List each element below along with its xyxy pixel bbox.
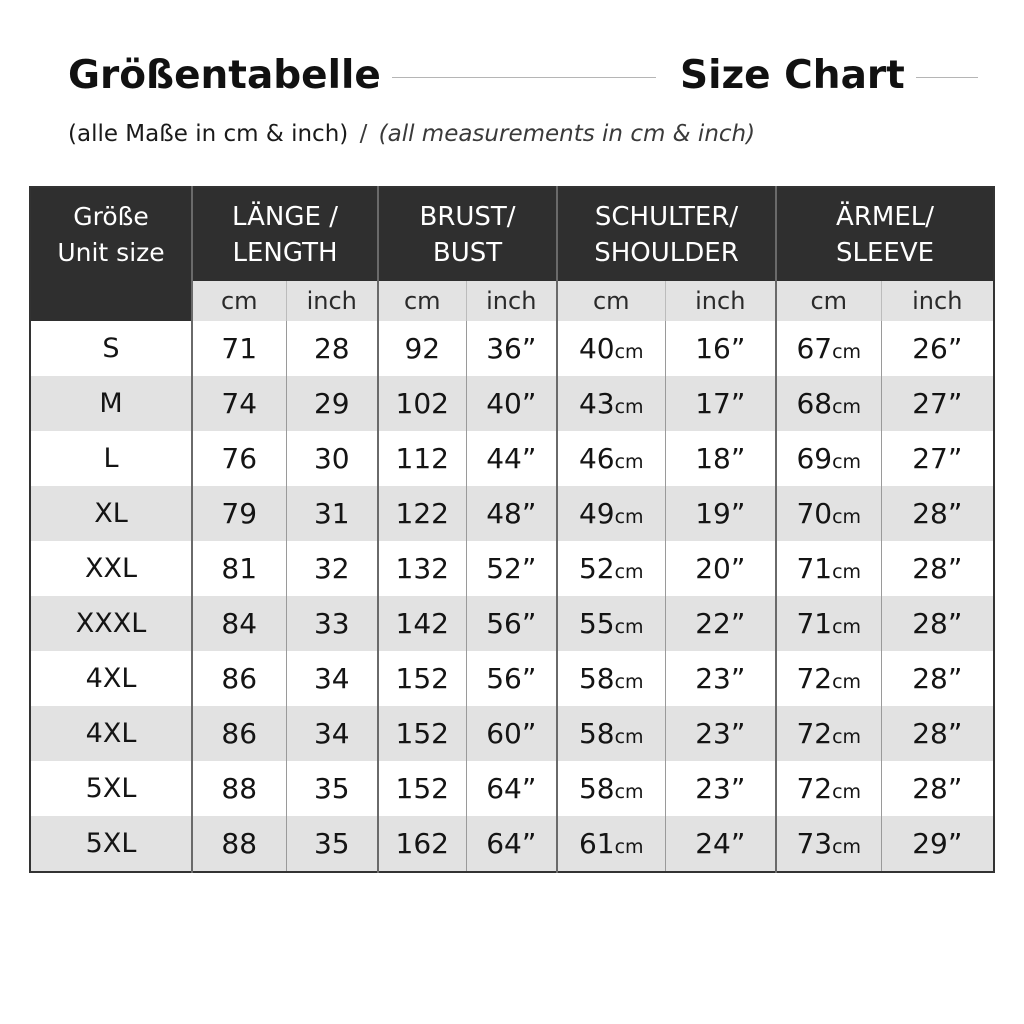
unit-header-length-cm: cm: [192, 281, 286, 321]
table-row: [30, 541, 994, 596]
table-row: [30, 706, 994, 761]
bust-cm-cell-value: 112: [395, 442, 449, 475]
size-cell: [30, 596, 192, 651]
size-cell: [30, 321, 192, 376]
bust-inch-cell-value: 40”: [486, 387, 537, 420]
shoulder-cm-cell: [557, 761, 665, 816]
sleeve-inch-cell-value: 28”: [912, 497, 963, 530]
size-cell-value: XXXL: [75, 608, 147, 639]
length-cm-cell-value: 76: [221, 442, 258, 475]
bust-cm-cell: [378, 816, 466, 872]
bust-cm-cell-value: 152: [395, 662, 449, 695]
bust-inch-cell: [466, 706, 557, 761]
table-row: [30, 651, 994, 706]
length-inch-cell-value: 35: [313, 772, 350, 805]
cm-unit-suffix: cm: [832, 396, 862, 418]
sleeve-cm-cell: [776, 651, 881, 706]
unit-header-shoulder-cm: cm: [557, 281, 665, 321]
sleeve-cm-cell-value: 71: [796, 607, 833, 640]
length-inch-cell-value: 31: [313, 497, 350, 530]
table-row: [30, 486, 994, 541]
sleeve-cm-cell: [776, 541, 881, 596]
size-cell: [30, 651, 192, 706]
shoulder-cm-cell: [557, 816, 665, 872]
title-divider-left: [392, 77, 656, 78]
size-cell-value: 5XL: [85, 828, 137, 859]
cm-unit-suffix: cm: [614, 341, 644, 363]
column-header-size-line2: Unit size: [57, 237, 165, 267]
column-header-shoulder: [557, 187, 776, 281]
bust-cm-cell: [378, 431, 466, 486]
bust-cm-cell: [378, 321, 466, 376]
size-cell: [30, 376, 192, 431]
cm-unit-suffix: cm: [832, 671, 862, 693]
sleeve-cm-cell-value: 67: [796, 332, 833, 365]
bust-inch-cell-value: 36”: [486, 332, 537, 365]
length-inch-cell: [286, 486, 378, 541]
cm-unit-suffix: cm: [832, 341, 862, 363]
unit-header-sleeve-cm: cm: [776, 281, 881, 321]
length-cm-cell: [192, 651, 286, 706]
sleeve-inch-cell-value: 27”: [912, 387, 963, 420]
sleeve-cm-cell-value: 72: [796, 662, 833, 695]
column-header-size: [30, 187, 192, 281]
bust-cm-cell-value: 162: [395, 827, 449, 860]
length-inch-cell: [286, 761, 378, 816]
table-row: [30, 816, 994, 872]
sleeve-inch-cell: [881, 376, 994, 431]
sleeve-inch-cell: [881, 761, 994, 816]
column-header-shoulder-line2: SHOULDER: [594, 237, 739, 268]
unit-header-blank: [30, 281, 192, 321]
sleeve-cm-cell: [776, 706, 881, 761]
sleeve-inch-cell: [881, 706, 994, 761]
sleeve-inch-cell-value: 28”: [912, 717, 963, 750]
cm-unit-suffix: cm: [832, 836, 862, 858]
shoulder-inch-cell: [665, 706, 776, 761]
sleeve-cm-cell-value: 73: [796, 827, 833, 860]
cm-unit-suffix: cm: [832, 451, 862, 473]
size-cell: [30, 486, 192, 541]
sleeve-inch-cell: [881, 651, 994, 706]
cm-unit-suffix: cm: [614, 836, 644, 858]
shoulder-cm-cell-value: 46: [578, 442, 615, 475]
size-cell: [30, 706, 192, 761]
size-cell: [30, 541, 192, 596]
sleeve-cm-cell-value: 72: [796, 717, 833, 750]
length-cm-cell-value: 79: [221, 497, 258, 530]
cm-unit-suffix: cm: [832, 561, 862, 583]
size-cell-value: M: [99, 388, 123, 419]
unit-header-bust-cm: cm: [378, 281, 466, 321]
measurement-note-german: (alle Maße in cm & inch): [68, 121, 349, 147]
bust-inch-cell-value: 48”: [486, 497, 537, 530]
shoulder-inch-cell: [665, 816, 776, 872]
length-inch-cell: [286, 431, 378, 486]
bust-cm-cell-value: 152: [395, 717, 449, 750]
length-inch-cell: [286, 816, 378, 872]
shoulder-inch-cell-value: 23”: [695, 772, 746, 805]
length-cm-cell-value: 88: [221, 827, 258, 860]
measurement-note: [68, 118, 755, 150]
shoulder-cm-cell-value: 43: [578, 387, 615, 420]
size-cell-value: XXL: [84, 553, 138, 584]
sleeve-inch-cell: [881, 541, 994, 596]
sleeve-cm-cell-value: 70: [796, 497, 833, 530]
length-cm-cell: [192, 376, 286, 431]
bust-inch-cell-value: 44”: [486, 442, 537, 475]
sleeve-inch-cell-value: 28”: [912, 772, 963, 805]
table-row: [30, 431, 994, 486]
bust-inch-cell: [466, 376, 557, 431]
length-inch-cell: [286, 376, 378, 431]
length-inch-cell-value: 34: [313, 662, 350, 695]
sleeve-inch-cell-value: 28”: [912, 607, 963, 640]
bust-inch-cell-value: 60”: [486, 717, 537, 750]
length-cm-cell: [192, 596, 286, 651]
shoulder-cm-cell-value: 52: [578, 552, 615, 585]
column-header-sleeve-line2: SLEEVE: [836, 237, 935, 268]
length-cm-cell: [192, 816, 286, 872]
size-cell: [30, 431, 192, 486]
shoulder-cm-cell: [557, 651, 665, 706]
column-header-length-line1: LÄNGE /: [232, 201, 338, 232]
size-cell-value: 4XL: [85, 718, 137, 749]
shoulder-inch-cell-value: 18”: [695, 442, 746, 475]
length-inch-cell-value: 29: [313, 387, 350, 420]
column-header-sleeve-line1: ÄRMEL/: [836, 201, 935, 232]
size-cell-value: 5XL: [85, 773, 137, 804]
bust-inch-cell-value: 64”: [486, 827, 537, 860]
bust-inch-cell: [466, 541, 557, 596]
bust-inch-cell-value: 56”: [486, 662, 537, 695]
unit-header-sleeve-inch: inch: [881, 281, 994, 321]
cm-unit-suffix: cm: [832, 506, 862, 528]
size-table: [29, 186, 995, 873]
table-row: [30, 321, 994, 376]
length-inch-cell-value: 34: [313, 717, 350, 750]
sleeve-cm-cell: [776, 761, 881, 816]
bust-inch-cell: [466, 321, 557, 376]
measurement-note-english: (all measurements in cm & inch): [378, 121, 756, 147]
sleeve-inch-cell: [881, 486, 994, 541]
shoulder-cm-cell-value: 58: [578, 717, 615, 750]
bust-cm-cell: [378, 486, 466, 541]
length-inch-cell: [286, 541, 378, 596]
bust-inch-cell-value: 52”: [486, 552, 537, 585]
shoulder-cm-cell: [557, 431, 665, 486]
bust-cm-cell-value: 152: [395, 772, 449, 805]
cm-unit-suffix: cm: [614, 561, 644, 583]
shoulder-inch-cell: [665, 431, 776, 486]
sleeve-inch-cell: [881, 431, 994, 486]
sleeve-inch-cell-value: 28”: [912, 662, 963, 695]
bust-inch-cell-value: 64”: [486, 772, 537, 805]
unit-header-bust-inch: inch: [466, 281, 557, 321]
shoulder-inch-cell-value: 22”: [695, 607, 746, 640]
cm-unit-suffix: cm: [614, 506, 644, 528]
cm-unit-suffix: cm: [614, 726, 644, 748]
unit-header-shoulder-inch: inch: [665, 281, 776, 321]
column-header-sleeve: [776, 187, 994, 281]
length-inch-cell-value: 35: [313, 827, 350, 860]
shoulder-cm-cell-value: 61: [578, 827, 615, 860]
shoulder-inch-cell: [665, 321, 776, 376]
length-cm-cell-value: 81: [221, 552, 258, 585]
shoulder-inch-cell: [665, 376, 776, 431]
bust-cm-cell-value: 92: [404, 332, 441, 365]
bust-inch-cell: [466, 761, 557, 816]
sleeve-cm-cell-value: 71: [796, 552, 833, 585]
sleeve-inch-cell: [881, 816, 994, 872]
shoulder-inch-cell-value: 23”: [695, 662, 746, 695]
cm-unit-suffix: cm: [614, 616, 644, 638]
size-cell: [30, 761, 192, 816]
table-row: [30, 376, 994, 431]
sleeve-inch-cell-value: 27”: [912, 442, 963, 475]
column-header-size-line1: Größe: [73, 201, 149, 231]
size-cell: [30, 816, 192, 872]
cm-unit-suffix: cm: [832, 616, 862, 638]
shoulder-inch-cell: [665, 541, 776, 596]
bust-inch-cell-value: 56”: [486, 607, 537, 640]
sleeve-inch-cell-value: 26”: [912, 332, 963, 365]
sleeve-inch-cell: [881, 596, 994, 651]
length-cm-cell-value: 74: [221, 387, 258, 420]
length-cm-cell-value: 86: [221, 717, 258, 750]
bust-cm-cell: [378, 596, 466, 651]
bust-inch-cell: [466, 486, 557, 541]
shoulder-cm-cell: [557, 321, 665, 376]
sleeve-cm-cell-value: 69: [796, 442, 833, 475]
sleeve-cm-cell: [776, 376, 881, 431]
shoulder-cm-cell: [557, 596, 665, 651]
bust-cm-cell: [378, 651, 466, 706]
bust-cm-cell-value: 102: [395, 387, 449, 420]
sleeve-cm-cell: [776, 431, 881, 486]
shoulder-cm-cell-value: 58: [578, 662, 615, 695]
size-cell-value: XL: [94, 498, 128, 529]
sleeve-inch-cell-value: 29”: [912, 827, 963, 860]
bust-cm-cell: [378, 706, 466, 761]
shoulder-cm-cell-value: 55: [578, 607, 615, 640]
bust-inch-cell: [466, 816, 557, 872]
shoulder-inch-cell-value: 16”: [695, 332, 746, 365]
shoulder-inch-cell-value: 20”: [695, 552, 746, 585]
sleeve-cm-cell: [776, 816, 881, 872]
cm-unit-suffix: cm: [832, 781, 862, 803]
sleeve-cm-cell: [776, 321, 881, 376]
bust-cm-cell: [378, 376, 466, 431]
sleeve-cm-cell-value: 72: [796, 772, 833, 805]
cm-unit-suffix: cm: [614, 451, 644, 473]
column-header-length-line2: LENGTH: [232, 237, 338, 268]
length-cm-cell-value: 86: [221, 662, 258, 695]
shoulder-inch-cell: [665, 651, 776, 706]
length-cm-cell-value: 71: [221, 332, 258, 365]
length-inch-cell-value: 28: [313, 332, 350, 365]
shoulder-cm-cell: [557, 541, 665, 596]
length-inch-cell: [286, 651, 378, 706]
cm-unit-suffix: cm: [832, 726, 862, 748]
length-inch-cell: [286, 706, 378, 761]
table-row: [30, 761, 994, 816]
size-cell-value: S: [102, 333, 120, 364]
table-row: [30, 596, 994, 651]
title-divider-right: [916, 77, 978, 78]
shoulder-cm-cell-value: 58: [578, 772, 615, 805]
sleeve-inch-cell: [881, 321, 994, 376]
column-header-bust: [378, 187, 557, 281]
shoulder-cm-cell: [557, 486, 665, 541]
shoulder-inch-cell-value: 24”: [695, 827, 746, 860]
bust-cm-cell: [378, 761, 466, 816]
bust-inch-cell: [466, 431, 557, 486]
sleeve-cm-cell: [776, 486, 881, 541]
shoulder-cm-cell: [557, 706, 665, 761]
length-cm-cell-value: 84: [221, 607, 258, 640]
size-cell-value: 4XL: [85, 663, 137, 694]
cm-unit-suffix: cm: [614, 396, 644, 418]
size-cell-value: L: [103, 443, 119, 474]
shoulder-inch-cell-value: 19”: [695, 497, 746, 530]
bust-cm-cell-value: 142: [395, 607, 449, 640]
bust-cm-cell-value: 132: [395, 552, 449, 585]
page-title-english: Size Chart: [680, 53, 905, 98]
length-cm-cell: [192, 541, 286, 596]
length-inch-cell-value: 32: [313, 552, 350, 585]
length-cm-cell: [192, 321, 286, 376]
length-cm-cell: [192, 431, 286, 486]
column-header-shoulder-line1: SCHULTER/: [594, 201, 739, 232]
shoulder-inch-cell-value: 23”: [695, 717, 746, 750]
cm-unit-suffix: cm: [614, 781, 644, 803]
column-header-row: [30, 187, 994, 281]
bust-cm-cell: [378, 541, 466, 596]
column-header-bust-line1: BRUST/: [419, 201, 516, 232]
bust-inch-cell: [466, 651, 557, 706]
length-inch-cell: [286, 321, 378, 376]
length-cm-cell: [192, 761, 286, 816]
length-cm-cell: [192, 706, 286, 761]
shoulder-cm-cell: [557, 376, 665, 431]
bust-cm-cell-value: 122: [395, 497, 449, 530]
length-cm-cell-value: 88: [221, 772, 258, 805]
sleeve-cm-cell: [776, 596, 881, 651]
cm-unit-suffix: cm: [614, 671, 644, 693]
length-inch-cell-value: 30: [313, 442, 350, 475]
shoulder-cm-cell-value: 40: [578, 332, 615, 365]
length-cm-cell: [192, 486, 286, 541]
page-title-german: Größentabelle: [68, 53, 381, 98]
column-header-bust-line2: BUST: [432, 237, 503, 268]
length-inch-cell-value: 33: [313, 607, 350, 640]
shoulder-cm-cell-value: 49: [578, 497, 615, 530]
sleeve-inch-cell-value: 28”: [912, 552, 963, 585]
size-table-body: [30, 321, 994, 872]
shoulder-inch-cell: [665, 761, 776, 816]
shoulder-inch-cell-value: 17”: [695, 387, 746, 420]
shoulder-inch-cell: [665, 596, 776, 651]
unit-header-row: [30, 281, 994, 321]
shoulder-inch-cell: [665, 486, 776, 541]
measurement-note-separator: /: [359, 121, 368, 147]
sleeve-cm-cell-value: 68: [796, 387, 833, 420]
bust-inch-cell: [466, 596, 557, 651]
length-inch-cell: [286, 596, 378, 651]
unit-header-length-inch: inch: [286, 281, 378, 321]
column-header-length: [192, 187, 378, 281]
